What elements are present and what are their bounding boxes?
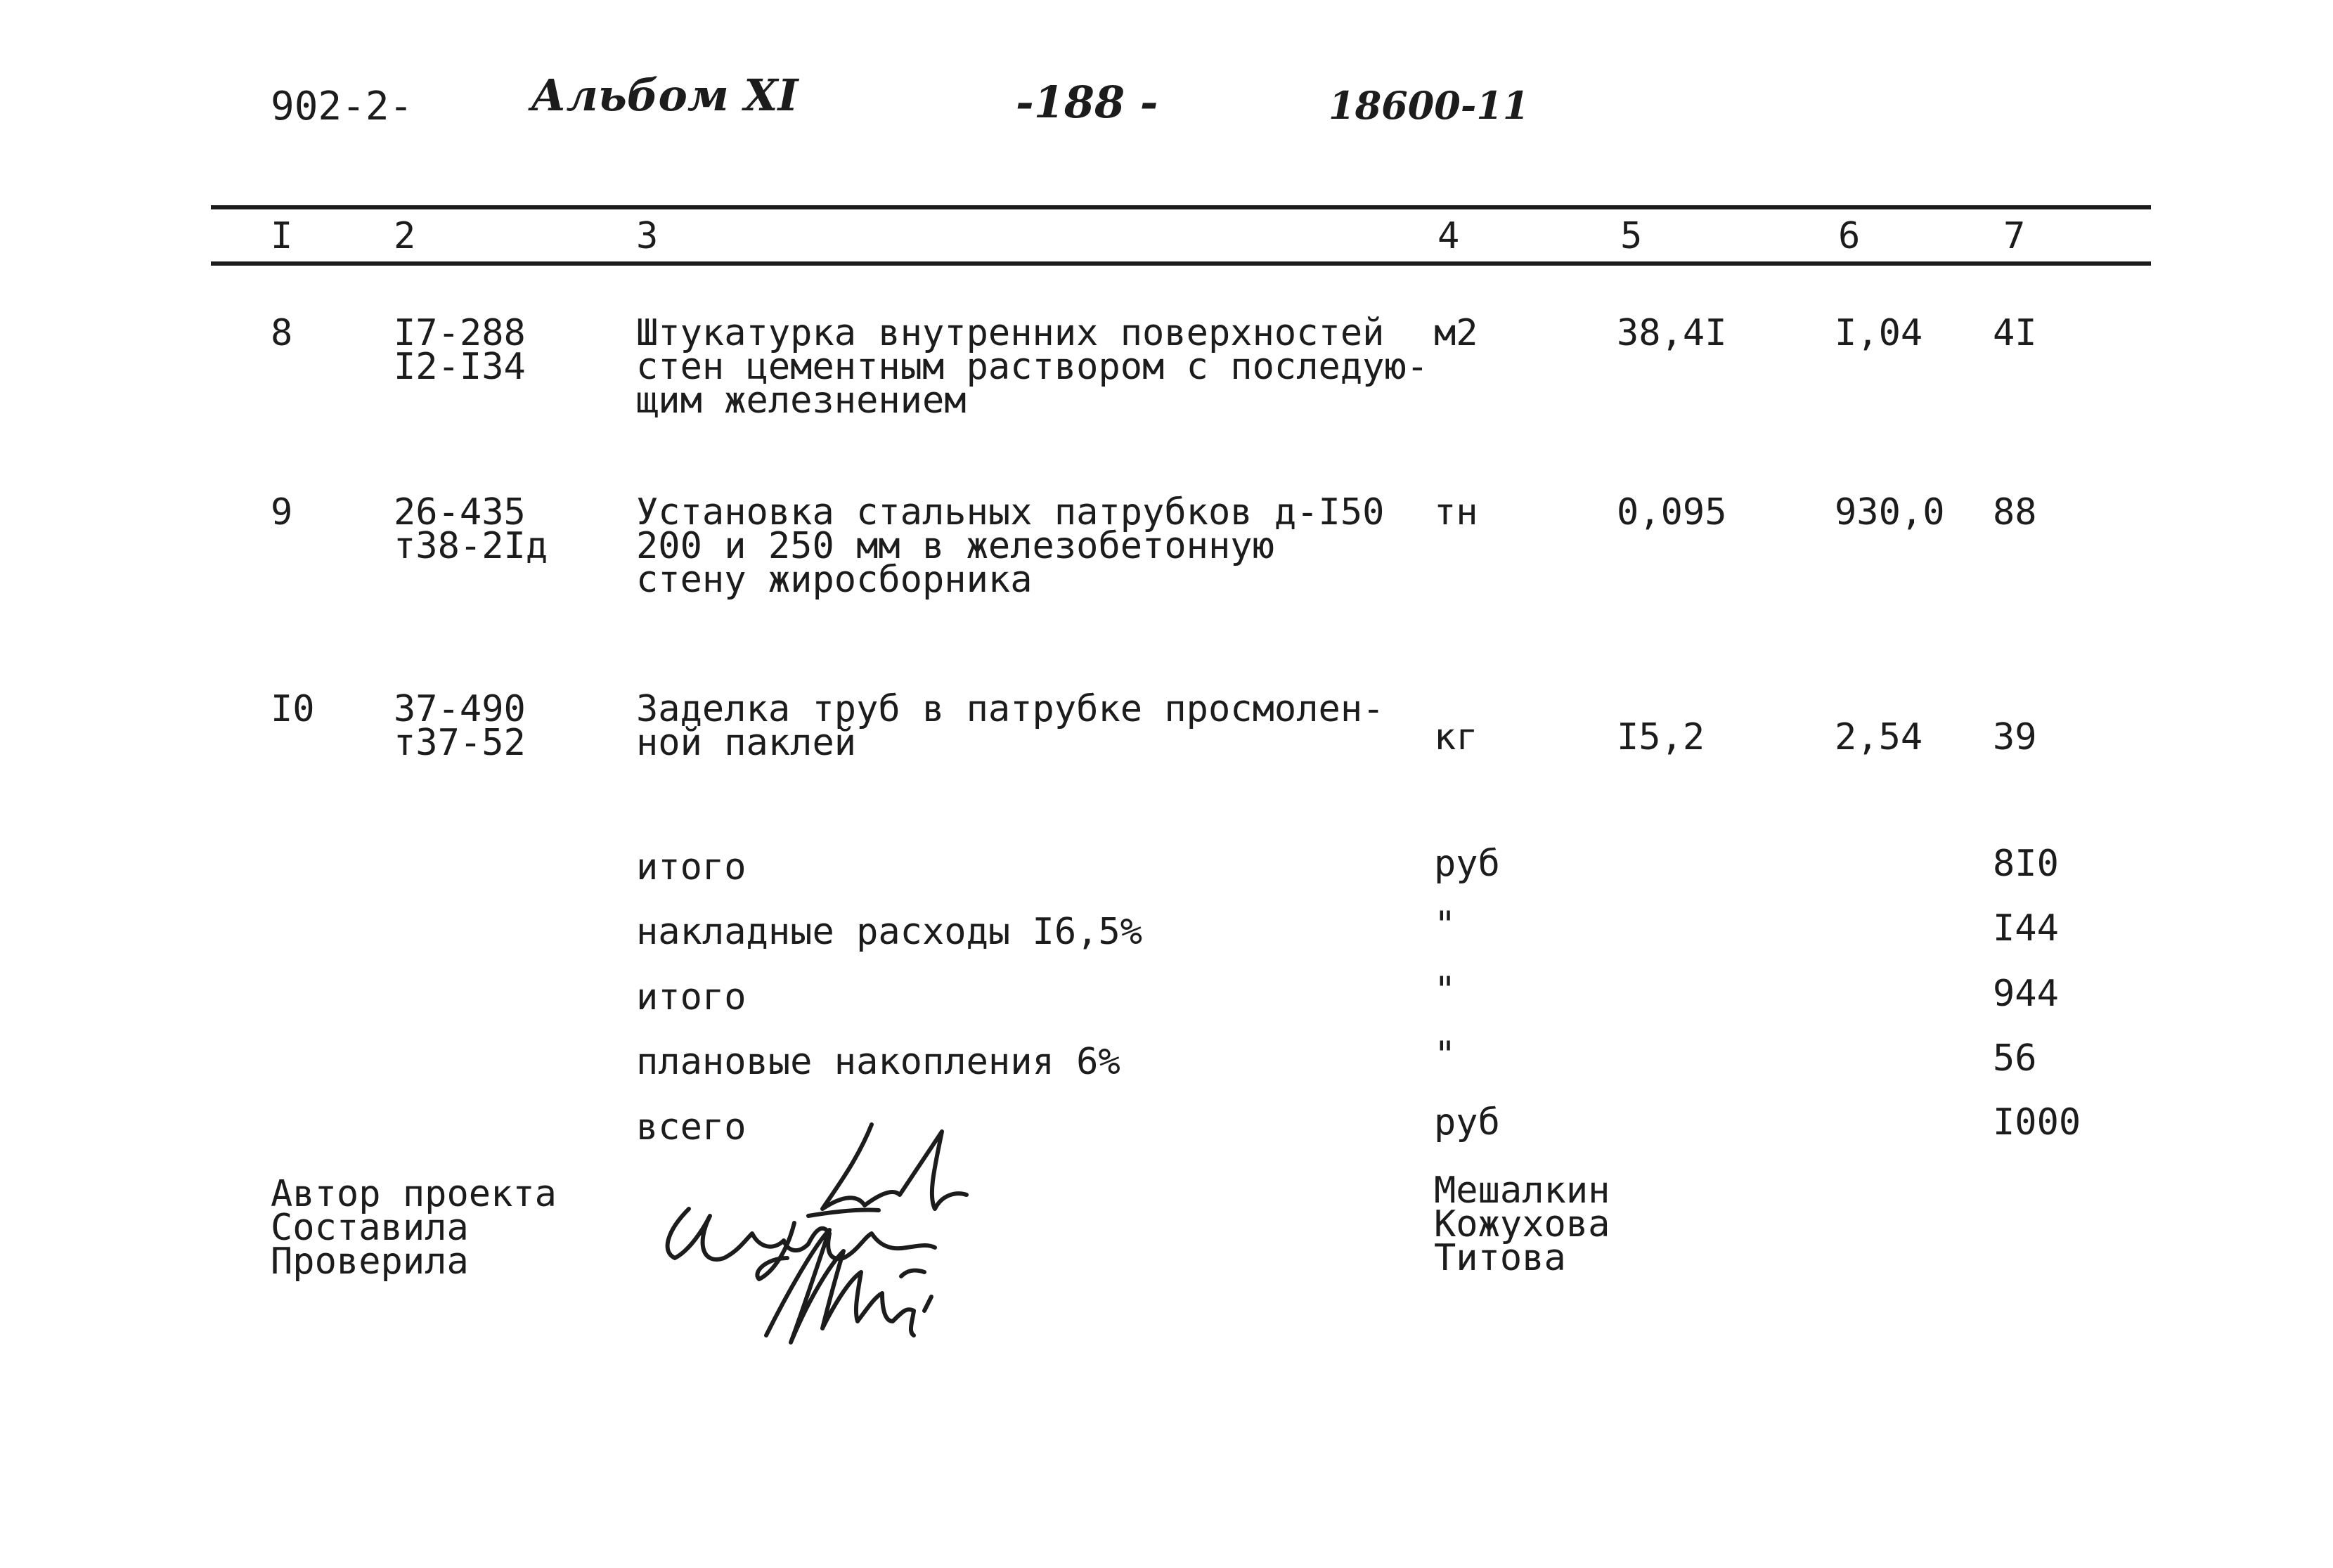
table-header-rule bbox=[211, 261, 2151, 266]
row-price: 2,54 bbox=[1835, 716, 1923, 758]
code-line: I7-288 bbox=[394, 312, 526, 354]
row-number: I0 bbox=[271, 688, 315, 730]
summary-label: итого bbox=[636, 976, 747, 1018]
row-quantity: I5,2 bbox=[1617, 716, 1705, 758]
description-line: Заделка труб в патрубке просмолен- bbox=[636, 688, 1385, 730]
column-header-2: 2 bbox=[394, 215, 416, 257]
column-header-1: I bbox=[271, 215, 293, 257]
summary-value: I44 bbox=[1993, 907, 2059, 950]
row-price: 930,0 bbox=[1835, 491, 1945, 533]
summary-value: I000 bbox=[1993, 1101, 2081, 1143]
summary-value: 56 bbox=[1993, 1037, 2037, 1080]
row-description bbox=[636, 688, 1385, 764]
code-line: I2-I34 bbox=[394, 346, 526, 388]
summary-value: 944 bbox=[1993, 973, 2059, 1015]
code-line: т38-2Iд bbox=[394, 525, 548, 567]
summary-unit: руб bbox=[1434, 843, 1500, 885]
summary-unit: руб bbox=[1434, 1101, 1500, 1143]
page-number: -188 - bbox=[1016, 77, 1158, 128]
column-header-4: 4 bbox=[1437, 215, 1460, 257]
row-unit: м2 bbox=[1434, 312, 1478, 354]
row-codes bbox=[394, 688, 526, 764]
summary-label: накладные расходы I6,5% bbox=[636, 911, 1143, 953]
table-top-rule bbox=[211, 205, 2151, 209]
row-total: 39 bbox=[1993, 716, 2037, 758]
album-label: Альбом XI bbox=[531, 70, 799, 121]
summary-unit: " bbox=[1434, 1034, 1456, 1076]
description-line: Установка стальных патрубков д-I50 bbox=[636, 491, 1385, 533]
summary-value: 8I0 bbox=[1993, 843, 2059, 885]
row-quantity: 38,4I bbox=[1617, 312, 1727, 354]
summary-unit: " bbox=[1434, 969, 1456, 1011]
row-number: 8 bbox=[271, 312, 293, 354]
column-header-5: 5 bbox=[1620, 215, 1643, 257]
role-author: Автор проекта bbox=[271, 1173, 557, 1215]
summary-label: итого bbox=[636, 846, 747, 888]
name-author: Мешалкин bbox=[1434, 1169, 1610, 1212]
document-code: 18600-11 bbox=[1329, 83, 1530, 128]
column-header-6: 6 bbox=[1838, 215, 1861, 257]
column-header-3: 3 bbox=[636, 215, 659, 257]
handwritten-signatures bbox=[647, 1110, 1040, 1363]
series-number: 902-2- bbox=[271, 84, 413, 129]
row-codes bbox=[394, 491, 548, 567]
row-unit: тн bbox=[1434, 491, 1478, 533]
name-checked: Титова bbox=[1434, 1237, 1566, 1279]
row-price: I,04 bbox=[1835, 312, 1923, 354]
role-compiled: Составила bbox=[271, 1207, 469, 1249]
code-line: 37-490 bbox=[394, 688, 526, 730]
row-unit: кг bbox=[1434, 716, 1478, 758]
code-line: т37-52 bbox=[394, 722, 526, 764]
role-checked: Проверила bbox=[271, 1240, 469, 1283]
description-line: ной паклей bbox=[636, 722, 857, 764]
column-header-7: 7 bbox=[2003, 215, 2026, 257]
row-number: 9 bbox=[271, 491, 293, 533]
signature-names bbox=[1434, 1169, 1610, 1279]
row-quantity: 0,095 bbox=[1617, 491, 1727, 533]
code-line: 26-435 bbox=[394, 491, 526, 533]
name-compiled: Кожухова bbox=[1434, 1203, 1610, 1245]
description-line: Штукатурка внутренних поверхностей bbox=[636, 312, 1385, 354]
row-codes bbox=[394, 312, 526, 388]
row-total: 4I bbox=[1993, 312, 2037, 354]
row-description bbox=[636, 312, 1429, 422]
signature-roles bbox=[271, 1173, 557, 1283]
description-line: 200 и 250 мм в железобетонную bbox=[636, 525, 1274, 567]
description-line: стену жиросборника bbox=[636, 559, 1033, 601]
summary-label: плановые накопления 6% bbox=[636, 1041, 1120, 1083]
description-line: стен цементным раствором с последую- bbox=[636, 346, 1429, 388]
summary-label: всего bbox=[636, 1106, 747, 1148]
row-total: 88 bbox=[1993, 491, 2037, 533]
summary-unit: " bbox=[1434, 904, 1456, 946]
description-line: щим железнением bbox=[636, 380, 967, 422]
row-description bbox=[636, 491, 1385, 601]
